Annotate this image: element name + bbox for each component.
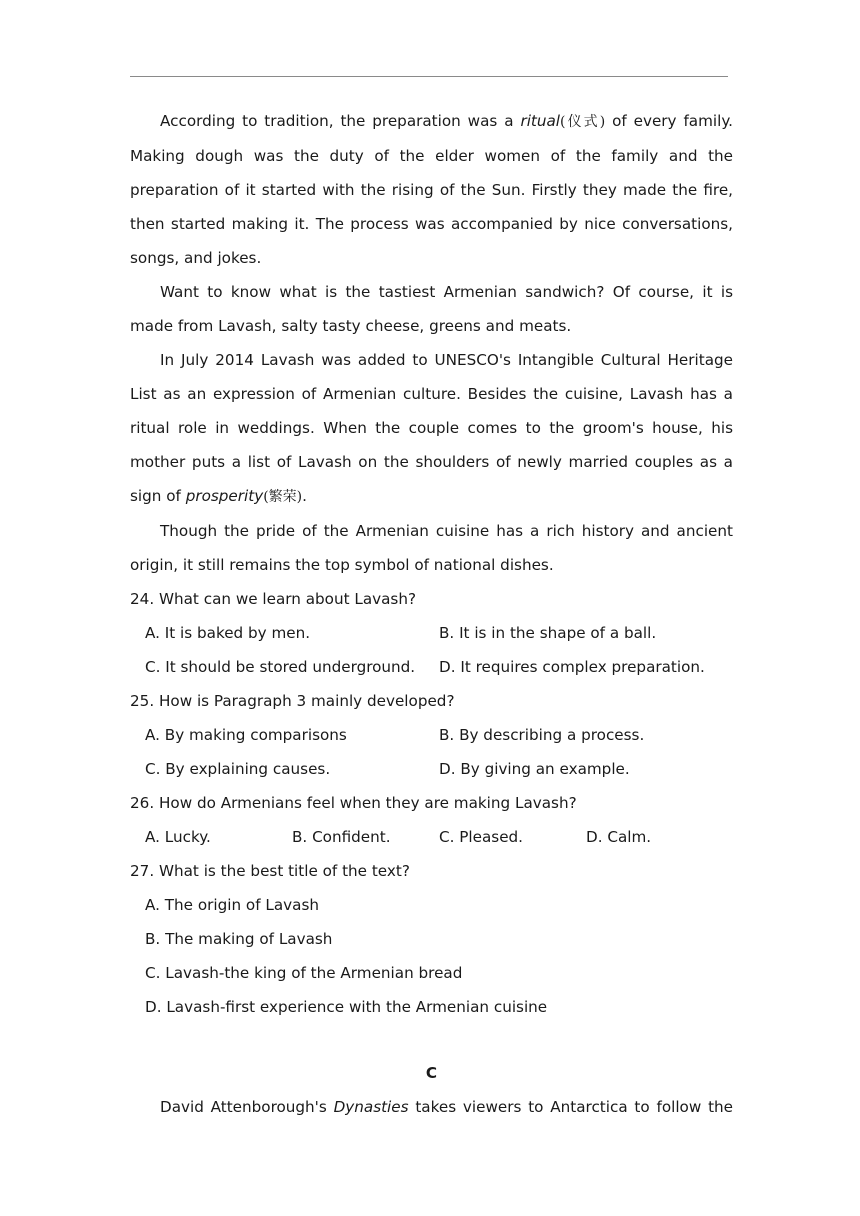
document-body	[130, 104, 733, 1124]
paragraph-3-text-a: In July 2014 Lavash was added to UNESCO's Intangible Cultural Heritage List as an expression of Armenian culture. Besides the cuisine, Lavash has a ritual role in weddings. When the couple comes to the groom's house, his mother puts a list of Lavash on the shoulders of newly married couples as a sign of	[130, 351, 733, 505]
section-c-intro	[130, 1090, 733, 1124]
paragraph-1-text-b: of every family. Making dough was the duty of the elder women of the family and the preparation of it started with the rising of the Sun. Firstly they made the fire, then started making it. The process was accompanied by nice conversations, songs, and jokes.	[130, 112, 733, 267]
section-c-intro-text-b: takes viewers to Antarctica to follow the	[408, 1098, 733, 1116]
section-c-intro-italic-title: Dynasties	[333, 1098, 409, 1116]
question-26-option-b: B. Confident.	[292, 828, 391, 846]
question-27-stem: 27. What is the best title of the text?	[130, 862, 410, 880]
paragraph-1	[130, 104, 733, 275]
header-rule	[130, 76, 728, 77]
question-25-option-d: D. By giving an example.	[439, 760, 630, 778]
question-26-stem: 26. How do Armenians feel when they are making Lavash?	[130, 794, 577, 812]
question-25-option-b: B. By describing a process.	[439, 726, 645, 744]
question-24-option-a: A. It is baked by men.	[145, 624, 311, 642]
paragraph-1-italic-word: ritual	[520, 112, 561, 130]
question-26-options-row	[130, 820, 733, 854]
paragraph-4: Though the pride of the Armenian cuisine has a rich history and ancient origin, it still remains the top symbol of national dishes.	[130, 522, 733, 574]
question-27-option-d: D. Lavash-first experience with the Armenian cuisine	[145, 998, 548, 1016]
question-25-stem: 25. How is Paragraph 3 mainly developed?	[130, 692, 455, 710]
paragraph-3-chinese-gloss: (繁荣)	[263, 489, 303, 505]
question-26-option-c: C. Pleased.	[439, 828, 524, 846]
question-24-option-d: D. It requires complex preparation.	[439, 658, 705, 676]
section-c-intro-text-a: David Attenborough's	[160, 1098, 334, 1116]
question-25-options-row-1	[130, 718, 733, 752]
question-24-stem: 24. What can we learn about Lavash?	[130, 590, 417, 608]
question-25-option-a: A. By making comparisons	[145, 726, 347, 744]
question-24-option-b: B. It is in the shape of a ball.	[439, 624, 657, 642]
paragraph-3-italic-word: prosperity	[185, 487, 264, 505]
paragraph-3	[130, 343, 733, 514]
paragraph-3-text-b: .	[302, 487, 307, 505]
paragraph-1-chinese-gloss: (仪式)	[560, 114, 606, 130]
question-26-option-d: D. Calm.	[586, 828, 652, 846]
question-27-option-c: C. Lavash-the king of the Armenian bread	[145, 964, 463, 982]
question-25-options-row-2	[130, 752, 733, 786]
question-24-option-c: C. It should be stored underground.	[145, 658, 416, 676]
paragraph-2: Want to know what is the tastiest Armenian sandwich? Of course, it is made from Lavash, salty tasty cheese, greens and meats.	[130, 283, 733, 335]
question-24-options-row-2	[130, 650, 733, 684]
question-25-option-c: C. By explaining causes.	[145, 760, 331, 778]
question-27-option-b: B. The making of Lavash	[145, 930, 333, 948]
question-26-option-a: A. Lucky.	[145, 828, 211, 846]
section-c-heading: C	[425, 1064, 438, 1082]
question-27-option-a: A. The origin of Lavash	[145, 896, 319, 914]
paragraph-1-text-a: According to tradition, the preparation was a	[160, 112, 521, 130]
question-24-options-row-1	[130, 616, 733, 650]
